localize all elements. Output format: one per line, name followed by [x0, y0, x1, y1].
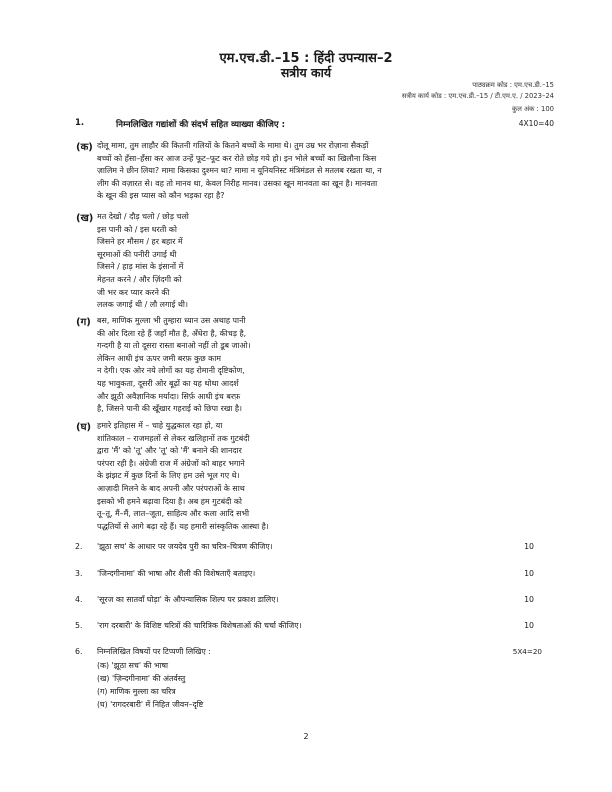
- passage-line: के खून की इस प्यास को कौन भड़का रहा है?: [97, 191, 225, 201]
- list-item: (घ) 'रागदरबारी' में निहित जीवन–दृष्टि: [97, 700, 204, 709]
- page-subtitle: सत्रीय कार्य: [280, 65, 332, 80]
- question-5-text: 'राग दरबारी' के विशिष्ट चरित्रों की चारित्रिक विशेषताओं की चर्चा कीजिए।: [97, 621, 302, 630]
- passage-line: सूरमाओं की पनीरी उगाई थी: [97, 249, 177, 259]
- passage-line: दोलू मामा, तुम लाहौर की कितनी गलियों के कितने बच्चों के मामा थे। तुम उम्र भर रोज़ाना सैकड़ों: [97, 141, 369, 150]
- passage-line: है, जिसने पानी की खूँखार गहराई को छिपा रखा है।: [97, 404, 243, 414]
- question-5-marks: 10: [524, 621, 534, 630]
- passage-line: मत देखो / दौड़ चलो / छोड़ चलो: [97, 212, 189, 221]
- passage-line: ज़ालिम ने छीन लिया? मामा किसका दुश्मन था? मामा न यूनियनिस्ट मंत्रिमंडल से मतलब रखता था, न: [97, 166, 382, 176]
- question-3-number: 3.: [75, 569, 83, 578]
- passage-line: पद्धतियों से आगे बढ़ा रहे हैं। यह हमारी सांस्कृतिक आस्था है।: [97, 521, 269, 531]
- passage-line: की ओर दिला रहे हैं जहाँ मौत है, अँधेरा है, कीचड़ है,: [97, 328, 247, 338]
- passage-line: इस पानी को / इस धरती को: [97, 224, 177, 234]
- passage-ka-label: (क): [76, 142, 93, 153]
- question-1-number: 1.: [75, 118, 85, 128]
- question-4-number: 4.: [75, 595, 83, 604]
- question-6-number: 6.: [75, 647, 83, 656]
- passage-line: मेहनत करने / और ज़िंदगी को: [97, 274, 182, 284]
- passage-gha-label: (घ): [76, 422, 92, 433]
- question-2-marks: 10: [524, 542, 534, 551]
- assignment-code: सत्रीय कार्य कोड : एम.एच.डी.–15 / टी.एम.ए. / 2023–24: [401, 92, 554, 100]
- passage-line: के झंझट में कुछ दिनों के लिए हम उसे भूल गए थे।: [97, 471, 240, 481]
- total-marks: कुल अंक : 100: [512, 105, 554, 113]
- passage-line: तू–तू, मैं–मैं, लात–जूता, साहित्य और कला आदि सभी: [97, 509, 250, 519]
- passage-line: और झूठी अवैज्ञानिक मर्यादा। सिर्फ़ आधी इंच बरफ़: [97, 391, 241, 401]
- passage-line: शांतिकाल – राजमहलों से लेकर खलिहानों तक गुटबंदी: [97, 433, 250, 443]
- question-5-number: 5.: [75, 621, 83, 630]
- passage-ga: [97, 315, 251, 416]
- passage-line: ललक जगाई थी / लौ लगाई थी।: [97, 300, 188, 310]
- question-3-marks: 10: [524, 569, 534, 578]
- course-code: पाठ्यक्रम कोड : एम.एच.डी.–15: [472, 81, 554, 89]
- passage-line: जी भर कर प्यार करने की: [97, 287, 170, 297]
- list-item: (क) 'झूठा सच' की भाषा: [97, 661, 168, 670]
- question-2-number: 2.: [75, 542, 83, 551]
- question-1-marks: 4X10=40: [518, 119, 554, 128]
- list-item: (ख) 'ज़िन्दगीनामा' की अंतर्वस्तु: [97, 674, 186, 683]
- page-title: एम.एच.डी.–15 : हिंदी उपन्यास–2: [219, 51, 393, 66]
- passage-line: परंपरा रही है। अंग्रेजी राज में अंग्रेजों को बाहर भगाने: [97, 458, 245, 468]
- passage-line: यह भावुकता, दूसरी ओर बूढ़ों का यह थोथा आदर्श: [97, 378, 239, 388]
- passage-line: आज़ादी मिलने के बाद अपनी और परंपराओं के साथ: [97, 483, 245, 493]
- passage-line: इसको भी हमने बढ़ावा दिया है। अब हम गुटबंदी को: [97, 496, 242, 506]
- passage-kha: [97, 211, 189, 312]
- question-2-text: 'झूठा सच' के आधार पर जयदेव पुरी का चरित्र–चित्रण कीजिए।: [97, 542, 273, 551]
- passage-line: जिसने हर मौसम / हर बहार में: [97, 237, 183, 247]
- list-item: (ग) माणिक मुल्ला का चरित्र: [97, 687, 176, 696]
- passage-line: न देगी। एक ओर नये लोगों का यह रोमानी दृष्टिकोण,: [97, 366, 245, 376]
- passage-line: जिसने / हाड़ मांस के इंसानों में: [97, 262, 184, 272]
- passage-line: द्वारा 'मैं' को 'तू' और 'तू' को 'मैं' बनाने की शानदार: [97, 446, 242, 456]
- passage-gha: [97, 420, 269, 533]
- question-6-marks: 5X4=20: [512, 647, 542, 656]
- passage-kha-label: (ख): [76, 213, 94, 224]
- question-6-items: [97, 659, 203, 711]
- passage-line: गन्दगी है या तो दूसरा रास्ता बनाओ नहीं तो डूब जाओ।: [97, 341, 251, 351]
- page-number: 2: [303, 732, 309, 741]
- passage-line: लेकिन आधी इंच ऊपर जमी बरफ़ कुछ काम: [97, 353, 221, 363]
- passage-ga-label: (ग): [76, 317, 91, 328]
- question-1-heading: निम्नलिखित गद्यांशों की संदर्भ सहित व्याख्या कीजिए :: [116, 120, 286, 130]
- passage-line: लीग की वज़ारत से। वह तो मानव था, केवल निरीह मानव। उसका खून मानवता का खून है। मानवता: [97, 178, 378, 188]
- passage-line: हमारे इतिहास में – चाहे युद्धकाल रहा हो, या: [97, 421, 223, 430]
- question-3-text: 'जिन्दगीनामा' की भाषा और शैली की विशेषताएँ बताइए।: [97, 569, 256, 578]
- passage-line: बच्चों को हँसा–हँसा कर आज उन्हें फूट–फूट कर रोते छोड़ गये हो। इन भोले बच्चों का खिलौना किस: [97, 153, 377, 163]
- question-6-heading: निम्नलिखित विषयों पर टिप्पणी लिखिए :: [97, 647, 211, 656]
- question-4-text: 'सूरज का सातवाँ घोड़ा' के औपन्यासिक शिल्प पर प्रकाश डालिए।: [97, 595, 279, 604]
- passage-ka: [97, 140, 382, 203]
- question-4-marks: 10: [524, 595, 534, 604]
- passage-line: बस, माणिक मुल्ला भी तुम्हारा ध्यान उस अथाह पानी: [97, 316, 246, 325]
